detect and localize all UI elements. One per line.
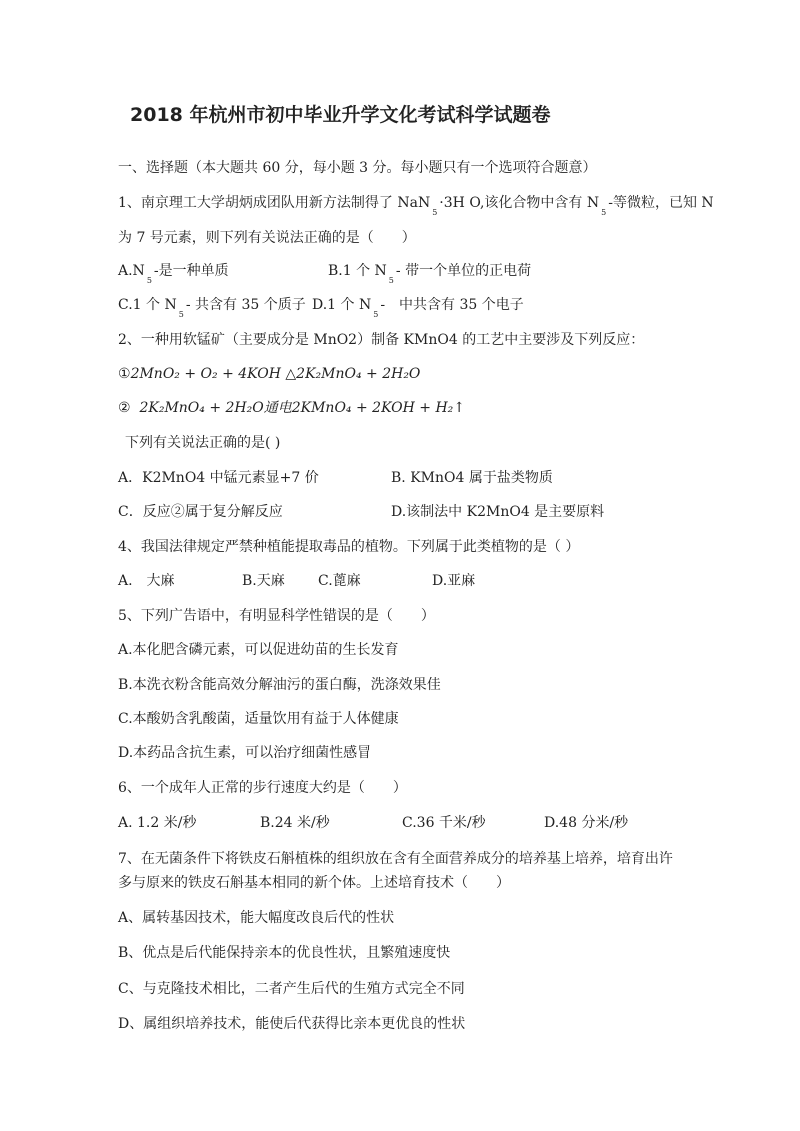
option-text: - 共含有 35 个质子	[185, 297, 306, 313]
q5-option-d: D.本药品含抗生素，可以治疗细菌性感冒	[118, 745, 372, 761]
q2-option-d: D.该制法中 K2MnO4 是主要原料	[391, 504, 605, 520]
q5-option-b: B.本洗衣粉含能高效分解油污的蛋白酶，洗涤效果佳	[118, 677, 441, 693]
q1-stem-line1	[118, 193, 714, 223]
reaction-number: ①	[118, 366, 131, 382]
q7-option-b: B、优点是后代能保持亲本的优良性状，且繁殖速度快	[118, 945, 451, 961]
q1-stem-part-b: ·3H O,该化合物中含有 N	[439, 195, 600, 211]
q1-option-a	[118, 261, 229, 291]
q5-option-a: A.本化肥含磷元素，可以促进幼苗的生长发育	[118, 642, 399, 658]
q1-stem-part-c: -等微粒，已知 N	[608, 195, 714, 211]
q2-option-a: A．K2MnO4 中锰元素显+7 价	[118, 470, 319, 486]
reaction-equation: 2MnO₂ + O₂ + 4KOH △2K₂MnO₄ + 2H₂O	[130, 366, 421, 382]
q2-reaction-2	[118, 398, 465, 418]
subscript: 5	[178, 310, 184, 319]
q6-stem: 6、一个成年人正常的步行速度大约是（ ）	[118, 780, 407, 796]
reaction-equation: 2K₂MnO₄ + 2H₂O通电2KMnO₄ + 2KOH + H₂↑	[139, 400, 466, 416]
q4-option-b: B.天麻	[242, 573, 285, 589]
q1-option-b	[328, 261, 531, 291]
section-header: 一、选择题（本大题共 60 分，每小题 3 分。每小题只有一个选项符合题意）	[118, 160, 597, 176]
option-text: C.1 个 N	[118, 297, 177, 313]
option-text: D.1 个 N	[312, 297, 372, 313]
q4-option-d: D.亚麻	[432, 573, 476, 589]
q2-stem: 2、一种用软锰矿（主要成分是 MnO2）制备 KMnO4 的工艺中主要涉及下列反应：	[118, 332, 645, 348]
q7-option-d: D、属组织培养技术，能使后代获得比亲本更优良的性状	[118, 1016, 466, 1032]
q7-stem-line2: 多与原来的铁皮石斛基本相同的新个体。上述培育技术（ ）	[118, 875, 510, 891]
q5-stem: 5、下列广告语中，有明显科学性错误的是（ ）	[118, 608, 435, 624]
q6-option-d: D.48 分米/秒	[544, 815, 629, 831]
option-text: -是一种单质	[153, 263, 229, 279]
page-title: 2018 年杭州市初中毕业升学文化考试科学试题卷	[130, 104, 551, 126]
subscript: 5	[432, 208, 438, 217]
q7-stem-line1: 7、在无菌条件下将铁皮石斛植株的组织放在含有全面营养成分的培养基上培养，培育出许	[118, 851, 673, 867]
option-text: - 带一个单位的正电荷	[395, 263, 532, 279]
option-text: - 中共含有 35 个电子	[380, 297, 524, 313]
q2-question: 下列有关说法正确的是( )	[125, 435, 281, 451]
q1-stem-line2: 为 7 号元素，则下列有关说法正确的是（ ）	[118, 230, 416, 246]
q4-stem: 4、我国法律规定严禁种植能提取毒品的植物。下列属于此类植物的是（ ）	[118, 539, 580, 555]
option-text: A.N	[118, 263, 145, 279]
q7-option-c: C、与克隆技术相比，二者产生后代的生殖方式完全不同	[118, 981, 465, 997]
q6-option-a: A. 1.2 米/秒	[118, 815, 197, 831]
reaction-number: ②	[118, 400, 131, 416]
subscript: 5	[373, 310, 379, 319]
q2-option-b: B. KMnO4 属于盐类物质	[391, 470, 553, 486]
q4-option-a: A. 大麻	[118, 573, 175, 589]
subscript: 5	[388, 276, 394, 285]
q1-option-d	[312, 295, 524, 325]
q1-stem-part-a: 1、南京理工大学胡炳成团队用新方法制得了 NaN	[118, 195, 431, 211]
subscript: 5	[146, 276, 152, 285]
q7-option-a: A、属转基因技术，能大幅度改良后代的性状	[118, 910, 395, 926]
option-text: B.1 个 N	[328, 263, 387, 279]
q4-option-c: C.蓖麻	[318, 573, 361, 589]
q6-option-b: B.24 米/秒	[260, 815, 330, 831]
q2-reaction-1	[118, 364, 420, 384]
q6-option-c: C.36 千米/秒	[402, 815, 486, 831]
q5-option-c: C.本酸奶含乳酸菌，适量饮用有益于人体健康	[118, 711, 399, 727]
q2-option-c: C．反应②属于复分解反应	[118, 504, 283, 520]
q1-option-c	[118, 295, 306, 325]
subscript: 5	[601, 208, 607, 217]
